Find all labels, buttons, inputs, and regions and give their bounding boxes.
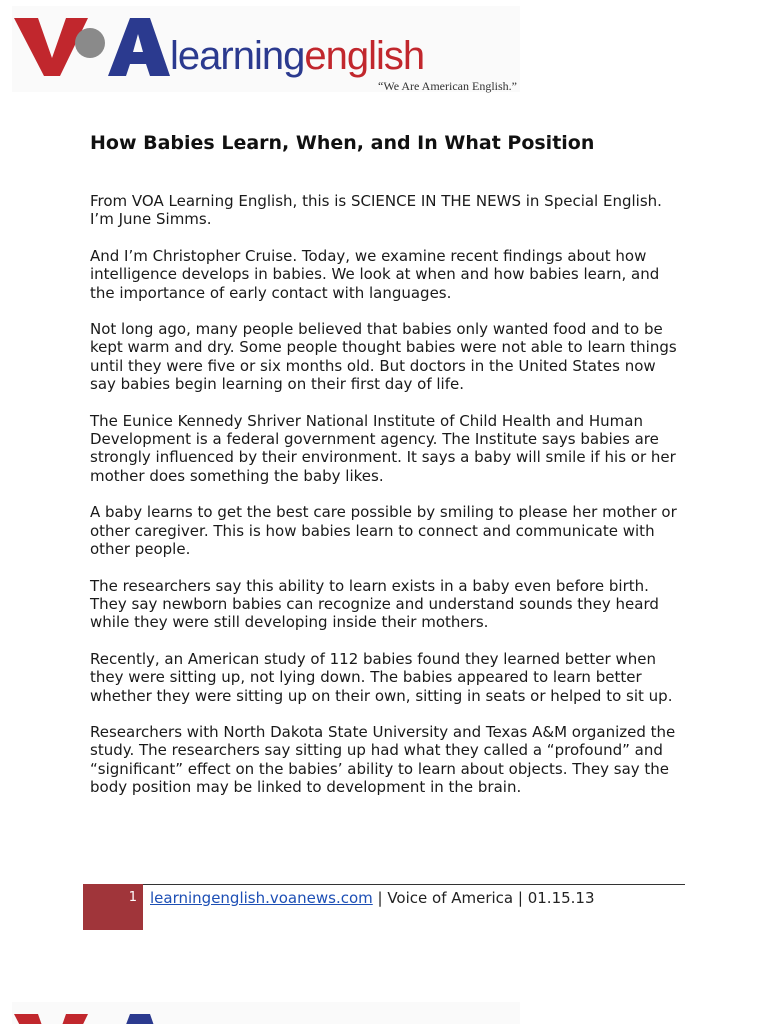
paragraph: And I’m Christopher Cruise. Today, we examine recent findings about how intelligence develops in babies. We look at when and how babies learn, and the importance of early contact with languages. (90, 246, 660, 302)
paragraph: A baby learns to get the best care possible by smiling to please her mother or other caregiver. This is how babies learn to connect and communicate with other people. (90, 503, 677, 559)
footer-text (150, 889, 595, 907)
paragraph: The researchers say this ability to learn exists in a baby even before birth. They say newborn babies can recognize and understand sounds they heard while they were still developing inside their mothers. (90, 576, 659, 632)
voa-logo (12, 1002, 172, 1024)
paragraph: Not long ago, many people believed that babies only wanted food and to be kept warm and dry. Some people thought babies were not able to learn things until they were five or six months old. But doctors in the United States now say babies begin learning on their first day of life. (90, 320, 677, 394)
footer-divider (143, 884, 685, 885)
article-title: How Babies Learn, When, and In What Position (90, 132, 595, 154)
next-page-header (12, 1002, 520, 1024)
voa-logo-o (75, 28, 105, 58)
paragraph: From VOA Learning English, this is SCIENCE IN THE NEWS in Special English. I’m June Simms. (90, 192, 662, 229)
footer-link[interactable]: learningenglish.voanews.com (150, 889, 373, 907)
tagline: “We Are American English.” (378, 79, 517, 93)
brand-learning: learning (170, 34, 305, 78)
brand-wordmark (170, 36, 424, 76)
voa-learning-english-header (12, 6, 520, 92)
paragraph: Researchers with North Dakota State University and Texas A&M organized the study. The researchers say sitting up had what they called a “profound” and “significant” effect on the babies’ ability to learn about objects. They say the body position may be linked to development in the brain. (90, 722, 676, 797)
article-body (90, 192, 680, 815)
brand-english: english (304, 34, 425, 78)
footer-source-date: | Voice of America | 01.15.13 (372, 889, 595, 907)
voa-logo (12, 6, 172, 92)
paragraph: Recently, an American study of 112 babies found they learned better when they were sitting up, not lying down. The babies appeared to learn better whether they were sitting up on their own, sitting in seats or helped to sit up. (90, 649, 673, 705)
page-number: 1 (128, 890, 137, 905)
paragraph: The Eunice Kennedy Shriver National Institute of Child Health and Human Development is a federal government agency. The Institute says babies are strongly influenced by their environment. It says a baby will smile if his or her mother does something the baby likes. (90, 411, 676, 485)
